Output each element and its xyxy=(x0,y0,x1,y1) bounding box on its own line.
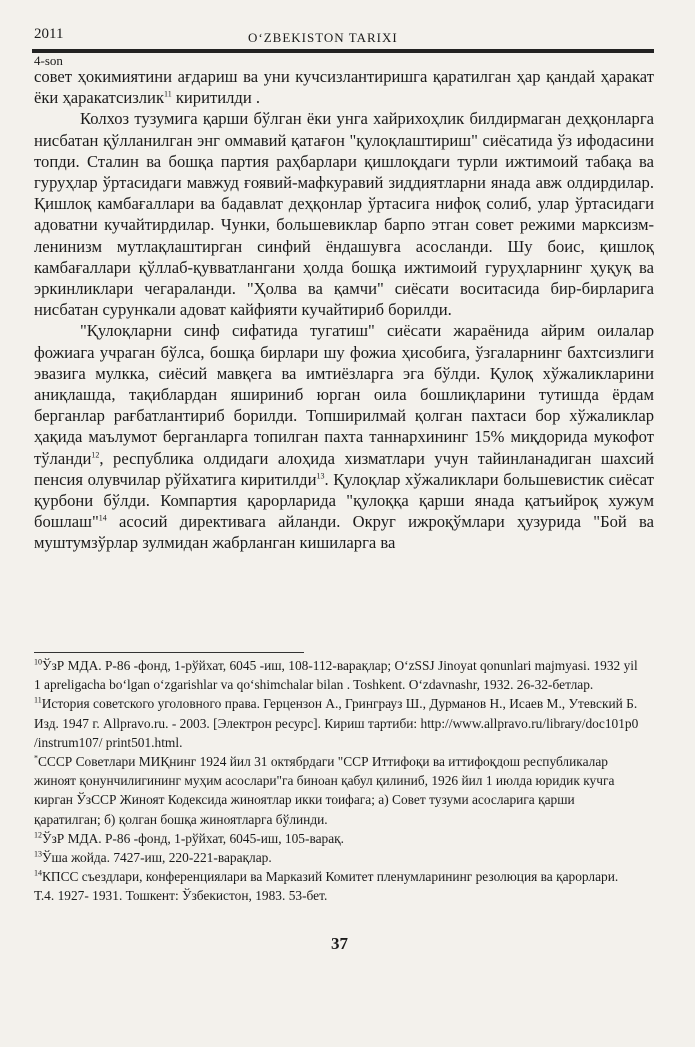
body-text: , республика олдидаги алоҳида хизматлари учун тайинланадиган шахсий пенсия олувчилар рўйхатига киритилди xyxy=(34,448,654,489)
footnote-text: ЎзР МДА. Р-86 -фонд, 1-рўйхат, 6045 -иш, 108-112-варақлар; O‘zSSJ Jinoyat qonunlari majmyasi. 1932 yil 1 apreligacha bo‘lgan o‘zgarishlar va qo‘shimchalar bilan . Toshkent. O‘zdavnashr, 1932. 26-32-бетлар. xyxy=(34,658,638,693)
footnote-mark: 11 xyxy=(34,695,42,705)
footnote xyxy=(34,752,639,829)
header-journal-title: O‘ZBEKISTON TARIXI xyxy=(248,30,398,45)
footnote xyxy=(34,829,639,848)
footnote-ref: 12 xyxy=(91,450,100,460)
body-text: асосий директивага айланди. Округ ижроқўмлари ҳузурида "Бой ва муштумзўрлар зулмидан жабрланган кишиларга ва xyxy=(34,512,654,553)
body-text: Колхоз тузумига қарши бўлган ёки унга хайрихоҳлик билдирмаган деҳқонларга нисбатан қўлланилган энг оммавий қатағон "қулоқлаштириш" сиёсатида ўз ифодасини топди. Сталин ва бошқа партия раҳбарлари қишлоқдаги турли ижтимоий табақа ва гуруҳлар ўртасидаги мавжуд ғоявий-мафкуравий зиддиятларни янада авж олдирдилар. Қишлоқ камбағаллари ва бадавлат деҳқонлар ўртасига нифоқ солиб, улар ўртасидаги адоватни кучайтирдилар. Чунки, большевиклар барпо этган совет режими марксизм-ленинизм мутлақлаштирган синфий ёндашувга асосланди. Шу боис, қишлоқ камбағаллари қўллаб-қувватлангани ҳолда бошқа ижтимоий гуруҳларнинг ҳуқуқ ва эркинликлари чегараланди. "Ҳолва ва қамчи" сиёсати воситасида бир-бирларига нисбатан сурункали адоват кайфияти кучайтириб борилди. xyxy=(34,109,654,320)
footnote-ref: 14 xyxy=(98,513,107,523)
body-paragraph xyxy=(34,108,654,320)
footnotes xyxy=(34,656,639,906)
footnote xyxy=(34,656,639,694)
footnote-mark: 12 xyxy=(34,830,42,840)
footnote-text: История советского уголовного права. Герцензон А., Гринграуз Ш., Дурманов Н., Исаев М., Утевский Б. Изд. 1947 г. Allpravo.ru. - 2003. [Электрон ресурс]. Кириш тартиби: http://www.allpravo.ru/library/doc101p0 /instrum107/ print501.html. xyxy=(34,696,639,750)
header-rule xyxy=(32,49,654,53)
footnote-mark: 14 xyxy=(34,868,42,878)
body-paragraph xyxy=(34,320,654,553)
body-text: совет ҳокимиятини ағдариш ва уни кучсизлантиришга қаратилган ҳар қандай ҳаракат ёки ҳаракатсизлик xyxy=(34,67,654,108)
footnote-mark: * xyxy=(34,753,38,763)
body-text: киритилди . xyxy=(171,88,261,108)
body-text: . Қулоқлар хўжаликлари большевистик сиёсат қурбони бўлди. Компартия қарорларида "қулоққа қарши янада қатъийроқ хужум бошлаш" xyxy=(34,469,654,532)
footnote-mark: 13 xyxy=(34,849,42,859)
footnote xyxy=(34,867,639,905)
footnote-text: СССР Советлари МИҚнинг 1924 йил 31 октябрдаги "ССР Иттифоқи ва иттифоқдош республикалар жиноят қонунчилигининг муҳим асослари"га биноан қабул қилиниб, 1926 йил 1 июлда юридик кучга кирган ЎзССР Жиноят Кодексида жиноятлар икки тоифага; а) Совет тузуми асосларига қарши қаратилган; б) қолган бошқа жиноятларга бўлинди. xyxy=(34,754,615,827)
footnote-separator xyxy=(34,652,304,653)
footnote-ref: 13 xyxy=(316,471,325,481)
footnote-mark: 10 xyxy=(34,657,42,667)
page-number: 37 xyxy=(331,934,348,953)
footnote-ref: 11 xyxy=(164,89,172,99)
footnote xyxy=(34,848,639,867)
footnote xyxy=(34,694,639,752)
footnote-text: ЎзР МДА. Р-86 -фонд, 1-рўйхат, 6045-иш, 105-варақ. xyxy=(42,830,345,846)
footnote-text: КПСС съездлари, конференциялари ва Марказий Комитет пленумларининг резолюция ва қарорлари. Т.4. 1927- 1931. Тошкент: Ўзбекистон, 1983. 53-бет. xyxy=(34,869,619,904)
header-issue: 4-son xyxy=(34,53,63,68)
body-paragraph xyxy=(34,66,654,108)
footnote-text: Ўша жойда. 7427-иш, 220-221-варақлар. xyxy=(42,850,272,866)
body-text: "Қулоқларни синф сифатида тугатиш" сиёсати жараёнида айрим оилалар фожиага учраган бўлса, бошқа бирлари шу фожиа ҳисобига, ўзгаларнинг бахтсизлиги эвазига мулкка, сиёсий мавқега ва имтиёзларга эга бўлди. Қулоқ хўжаликларини аниқлашда, тақиблардан яшириниб юрган оила бошлиқларини тутишда ёрдам берганлар рағбатлантириб борилди. Топширилмай қолган пахтаси бор хўжаликлар ҳақида маълумот берганларга топилган пахта таннархининг 15% миқдорида мукофот тўланди xyxy=(34,321,654,468)
header-year: 2011 xyxy=(34,26,64,42)
article-body xyxy=(34,66,654,554)
